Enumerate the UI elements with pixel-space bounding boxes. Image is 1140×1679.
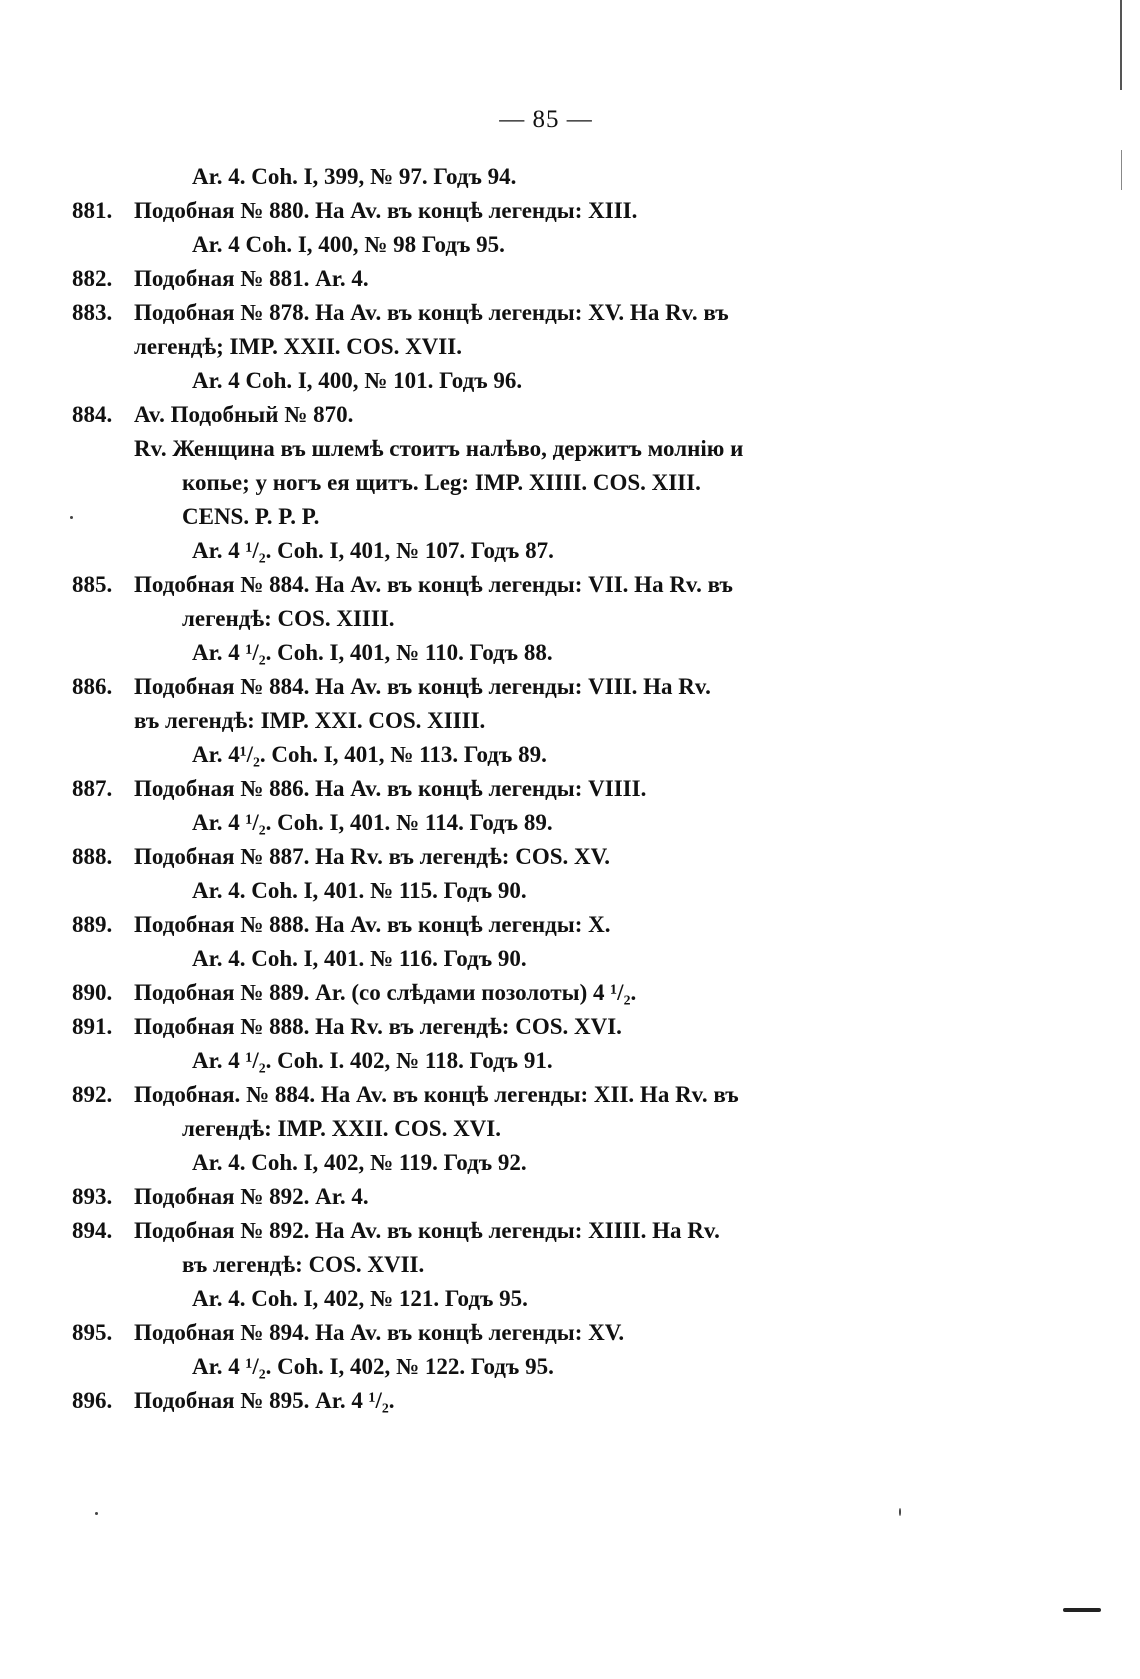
entry-line: Ar. 4 Coh. I, 400, № 101. Годъ 96. bbox=[192, 368, 523, 393]
entry-line: Подобная. № 884. На Av. въ концѣ легенды: XII. На Rv. въ bbox=[134, 1082, 739, 1107]
catalog-entry bbox=[72, 976, 1072, 1010]
catalog-entry bbox=[72, 840, 1072, 908]
entry-line: Ar. 4. Coh. I, 402, № 119. Годъ 92. bbox=[192, 1150, 527, 1175]
entry-line: Ar. 4 ¹/₂. Coh. I, 401, № 107. Годъ 87. bbox=[192, 538, 554, 563]
page-edge-line bbox=[1120, 0, 1122, 90]
catalog-entry bbox=[72, 194, 1072, 262]
entry-line: Подобная № 881. Ar. 4. bbox=[134, 266, 369, 291]
entry-line: Ar. 4 Coh. I, 400, № 98 Годъ 95. bbox=[192, 232, 505, 257]
entry-line: Подобная № 886. На Av. въ концѣ легенды: VIIII. bbox=[134, 776, 647, 801]
entry-line: Подобная № 887. На Rv. въ легендѣ: COS. XV. bbox=[134, 844, 611, 869]
entry-line: Подобная № 892. Ar. 4. bbox=[134, 1184, 369, 1209]
entry-number: 885. bbox=[72, 572, 113, 597]
catalog-entry bbox=[72, 568, 1072, 670]
catalog-entry bbox=[72, 908, 1072, 976]
entry-line: Ar. 4 ¹/₂. Coh. I, 402, № 122. Годъ 95. bbox=[192, 1354, 554, 1379]
scan-artifact-dot bbox=[899, 1508, 901, 1516]
entry-number: 881. bbox=[72, 198, 113, 223]
entry-line: Подобная № 888. На Av. въ концѣ легенды: X. bbox=[134, 912, 611, 937]
entry-number: 895. bbox=[72, 1320, 113, 1345]
entry-line: Ar. 4. Coh. I, 399, № 97. Годъ 94. bbox=[192, 164, 517, 189]
entry-line: Подобная № 878. На Av. въ концѣ легенды: XV. На Rv. въ bbox=[134, 300, 729, 325]
entry-line: Подобная № 894. На Av. въ концѣ легенды: XV. bbox=[134, 1320, 625, 1345]
entry-line: Подобная № 884. На Av. въ концѣ легенды: VII. На Rv. въ bbox=[134, 572, 733, 597]
entry-line: Подобная № 895. Ar. 4 ¹/₂. bbox=[134, 1388, 395, 1413]
entry-number: 891. bbox=[72, 1014, 113, 1039]
entry-line: CENS. P. P. P. bbox=[182, 504, 320, 529]
entry-number: 886. bbox=[72, 674, 113, 699]
entry-line: Подобная № 892. На Av. въ концѣ легенды: XIIII. На Rv. bbox=[134, 1218, 720, 1243]
page-number: — 85 — bbox=[499, 106, 593, 133]
entry-line: легендѣ; IMP. XXII. COS. XVII. bbox=[134, 334, 462, 359]
entry-line: Подобная № 880. На Av. въ концѣ легенды: XIII. bbox=[134, 198, 638, 223]
entry-line: въ легендѣ: COS. XVII. bbox=[182, 1252, 425, 1277]
catalog-entry bbox=[72, 1384, 1072, 1418]
catalog-entries bbox=[72, 160, 1072, 1418]
catalog-entry bbox=[72, 1180, 1072, 1214]
catalog-entry bbox=[72, 1010, 1072, 1078]
entry-line: Подобная № 884. На Av. въ концѣ легенды: VIII. На Rv. bbox=[134, 674, 711, 699]
entry-number: 892. bbox=[72, 1082, 113, 1107]
entry-line: Подобная № 888. На Rv. въ легендѣ: COS. XVI. bbox=[134, 1014, 622, 1039]
page-edge-line bbox=[1121, 150, 1122, 190]
scan-artifact-dot bbox=[95, 1512, 98, 1515]
catalog-entry bbox=[72, 1078, 1072, 1180]
entry-number: 882. bbox=[72, 266, 113, 291]
entry-number: 890. bbox=[72, 980, 113, 1005]
entry-number: 888. bbox=[72, 844, 113, 869]
entry-line: Av. Подобный № 870. bbox=[134, 402, 354, 427]
catalog-entry bbox=[72, 1214, 1072, 1316]
catalog-entry bbox=[72, 772, 1072, 840]
entry-line: въ легендѣ: IMP. XXI. COS. XIIII. bbox=[134, 708, 486, 733]
entry-line: Ar. 4¹/₂. Coh. I, 401, № 113. Годъ 89. bbox=[192, 742, 547, 767]
entry-line: Ar. 4 ¹/₂. Coh. I, 401, № 110. Годъ 88. bbox=[192, 640, 553, 665]
entry-line: Ar. 4 ¹/₂. Coh. I, 401. № 114. Годъ 89. bbox=[192, 810, 553, 835]
entry-line: легендѣ: IMP. XXII. COS. XVI. bbox=[182, 1116, 501, 1141]
scan-artifact-dot bbox=[70, 516, 73, 519]
catalog-entry bbox=[72, 1316, 1072, 1384]
entry-number: 889. bbox=[72, 912, 113, 937]
entry-line: Ar. 4. Coh. I, 402, № 121. Годъ 95. bbox=[192, 1286, 528, 1311]
catalog-entry bbox=[72, 670, 1072, 772]
entry-number: 896. bbox=[72, 1388, 113, 1413]
entry-line: легендѣ: COS. XIIII. bbox=[182, 606, 395, 631]
entry-line: Rv. Женщина въ шлемѣ стоитъ налѣво, держитъ молнію и bbox=[134, 436, 744, 461]
entry-line: Подобная № 889. Ar. (со слѣдами позолоты) 4 ¹/₂. bbox=[134, 980, 637, 1005]
entry-line: Ar. 4 ¹/₂. Coh. I. 402, № 118. Годъ 91. bbox=[192, 1048, 553, 1073]
scan-artifact-dash bbox=[1063, 1608, 1101, 1612]
catalog-entry bbox=[72, 160, 1072, 194]
catalog-entry bbox=[72, 398, 1072, 568]
catalog-entry bbox=[72, 262, 1072, 296]
entry-number: 883. bbox=[72, 300, 113, 325]
entry-line: Ar. 4. Coh. I, 401. № 116. Годъ 90. bbox=[192, 946, 527, 971]
entry-number: 894. bbox=[72, 1218, 113, 1243]
catalog-entry bbox=[72, 296, 1072, 398]
entry-number: 887. bbox=[72, 776, 113, 801]
entry-line: копье; у ногъ ея щитъ. Leg: IMP. XIIII. COS. XIII. bbox=[182, 470, 701, 495]
entry-number: 893. bbox=[72, 1184, 113, 1209]
entry-line: Ar. 4. Coh. I, 401. № 115. Годъ 90. bbox=[192, 878, 527, 903]
entry-number: 884. bbox=[72, 402, 113, 427]
